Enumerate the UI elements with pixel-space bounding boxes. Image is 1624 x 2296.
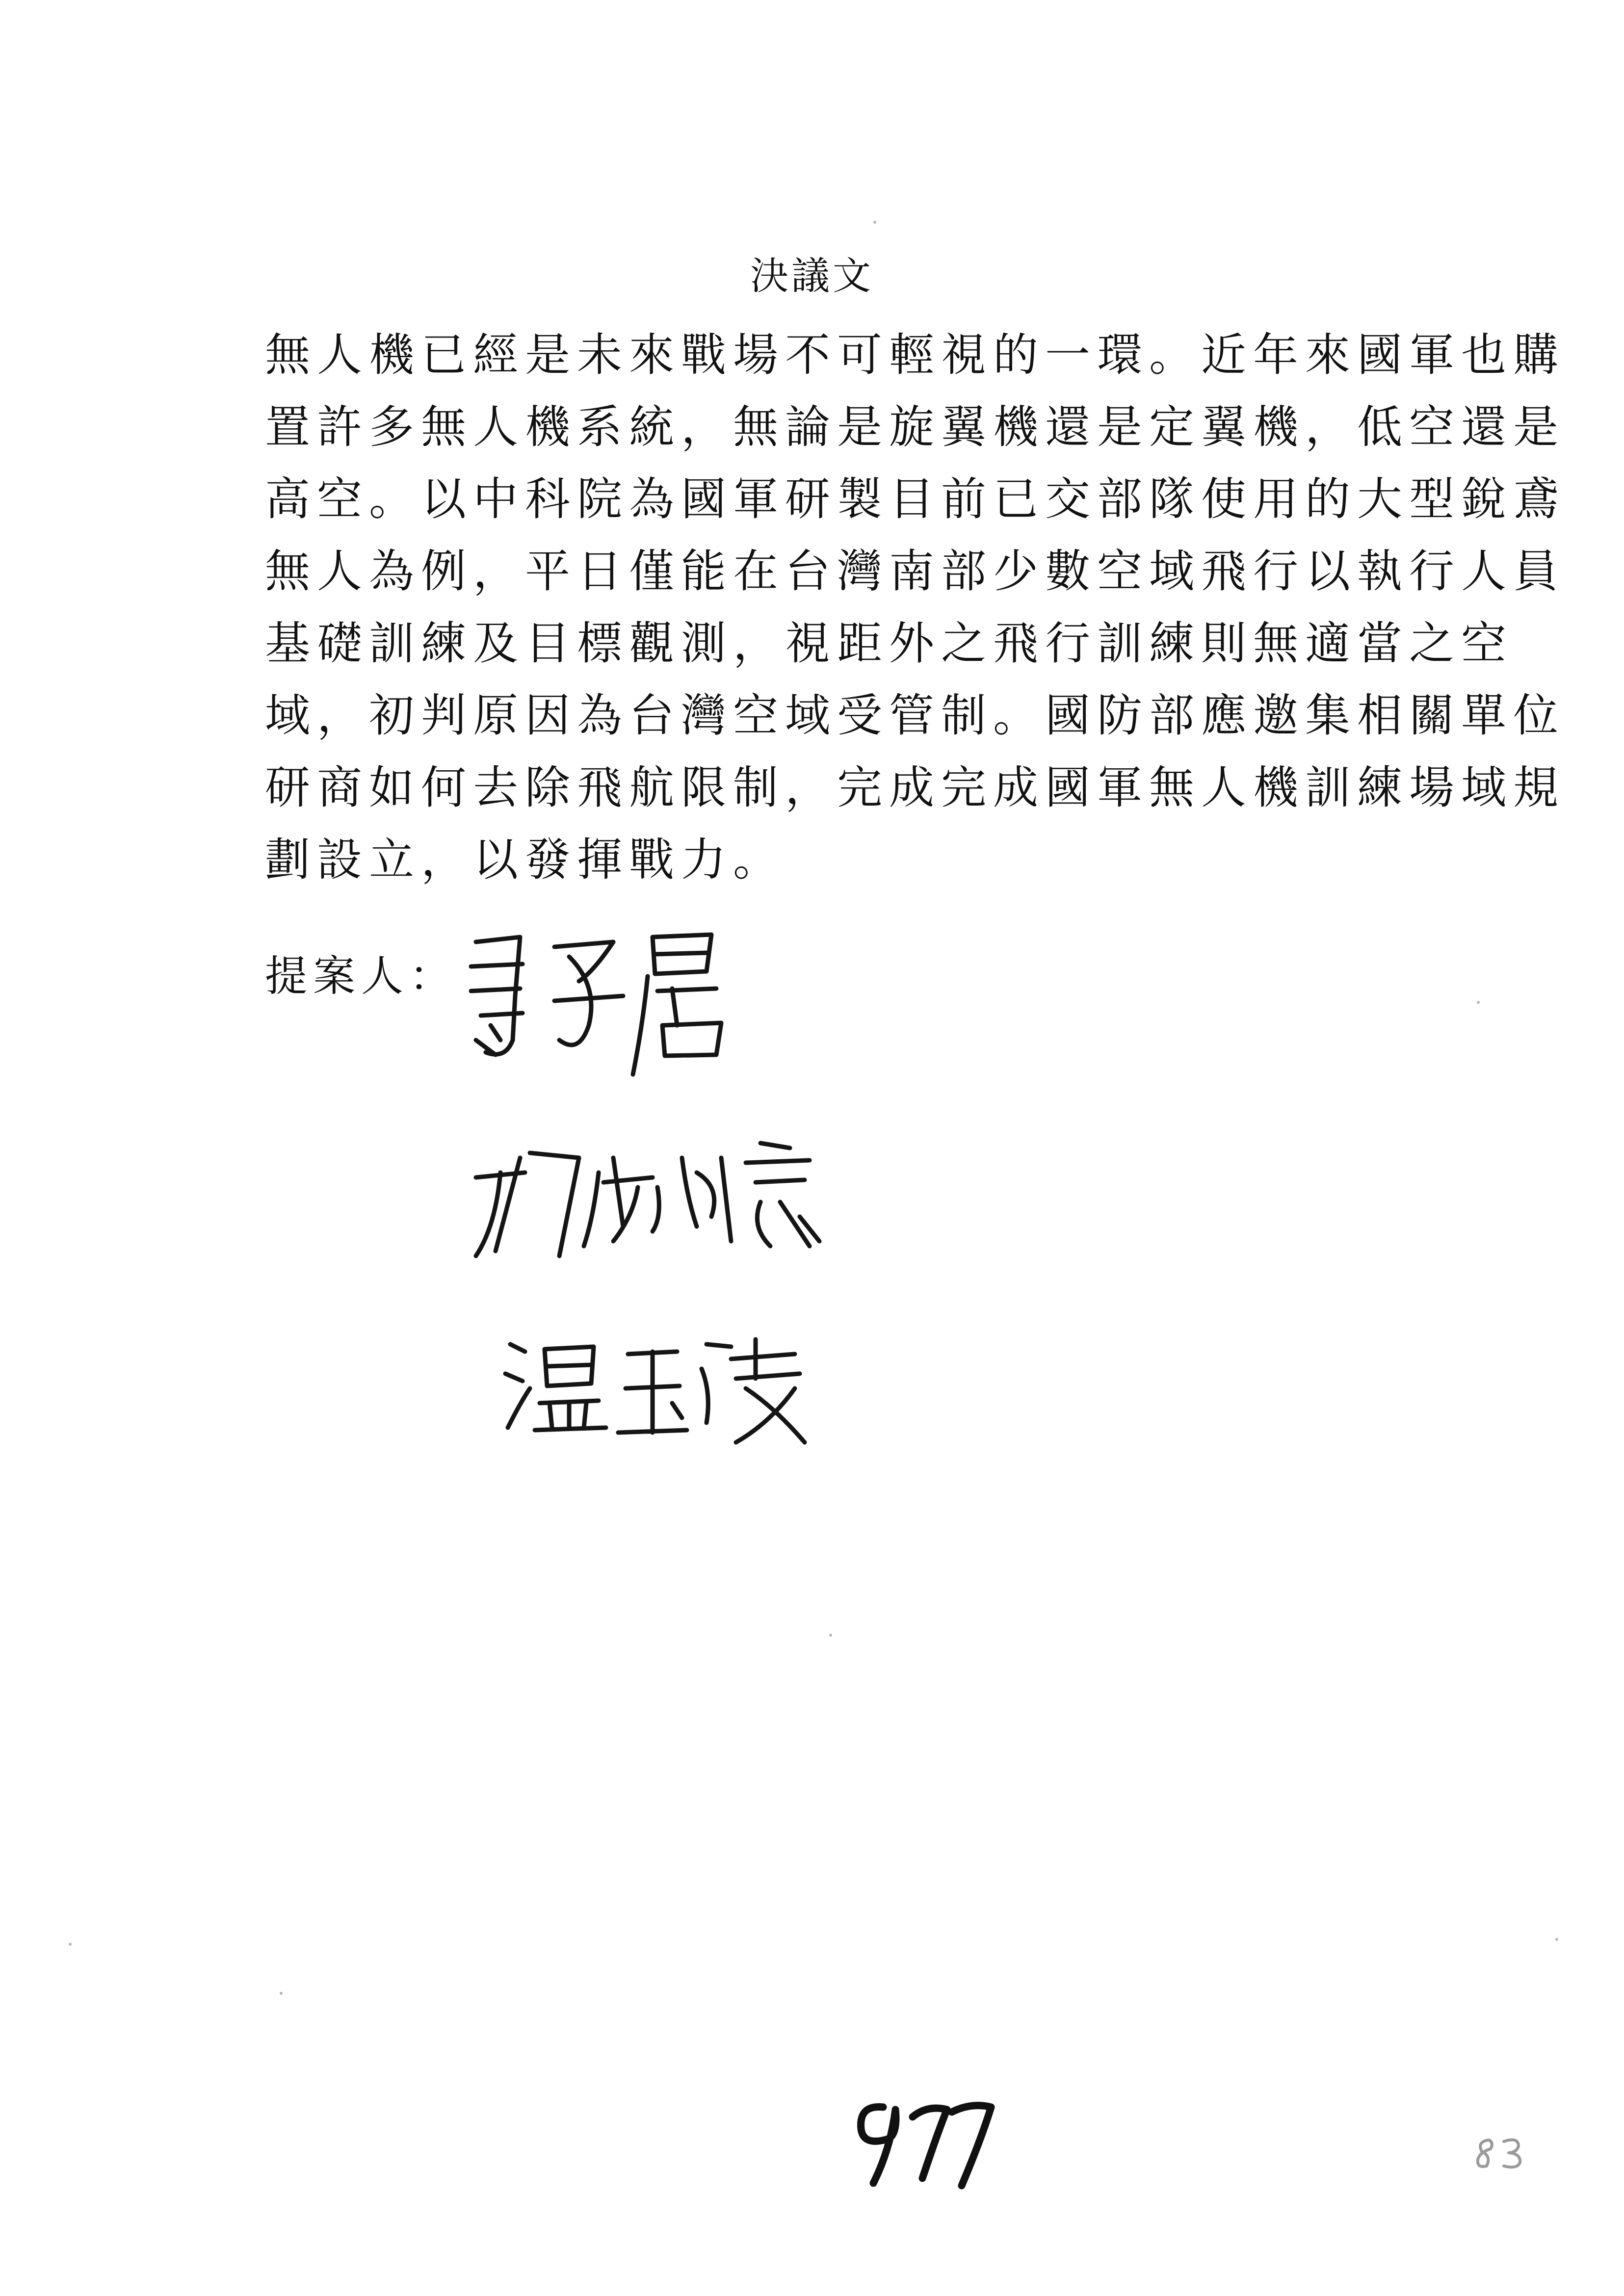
scan-speck	[1555, 1938, 1558, 1941]
body-line: 劃設立，以發揮戰力。	[265, 834, 786, 886]
body-line: 域，初判原因為台灣空域受管制。國防部應邀集相關單位	[265, 689, 1566, 742]
scan-speck	[69, 1943, 72, 1946]
scan-speck	[873, 221, 876, 224]
document-title: 決議文	[750, 254, 874, 298]
handwritten-page-number	[844, 2090, 1001, 2193]
scan-speck	[1477, 1001, 1480, 1004]
signature-3	[500, 1325, 844, 1452]
body-line: 無人機已經是未來戰場不可輕視的一環。近年來國軍也購	[265, 329, 1566, 381]
resolution-body	[265, 319, 1566, 896]
scan-speck	[829, 1634, 832, 1637]
body-line: 研商如何去除飛航限制，完成完成國軍無人機訓練場域規	[265, 761, 1566, 814]
body-line: 基礎訓練及目標觀測，視距外之飛行訓練則無適當之空	[265, 617, 1514, 670]
body-line: 無人為例，平日僅能在台灣南部少數空域飛行以執行人員	[265, 545, 1566, 598]
proposer-label: 提案人：	[265, 952, 457, 1001]
body-line: 高空。以中科院為國軍研製目前已交部隊使用的大型銳鳶	[265, 473, 1566, 525]
pencil-page-number	[1472, 2134, 1536, 2173]
scan-speck	[280, 1992, 283, 1995]
body-line: 置許多無人機系統，無論是旋翼機還是定翼機，低空還是	[265, 401, 1566, 453]
signature-1	[466, 927, 760, 1094]
signature-2	[466, 1128, 868, 1276]
